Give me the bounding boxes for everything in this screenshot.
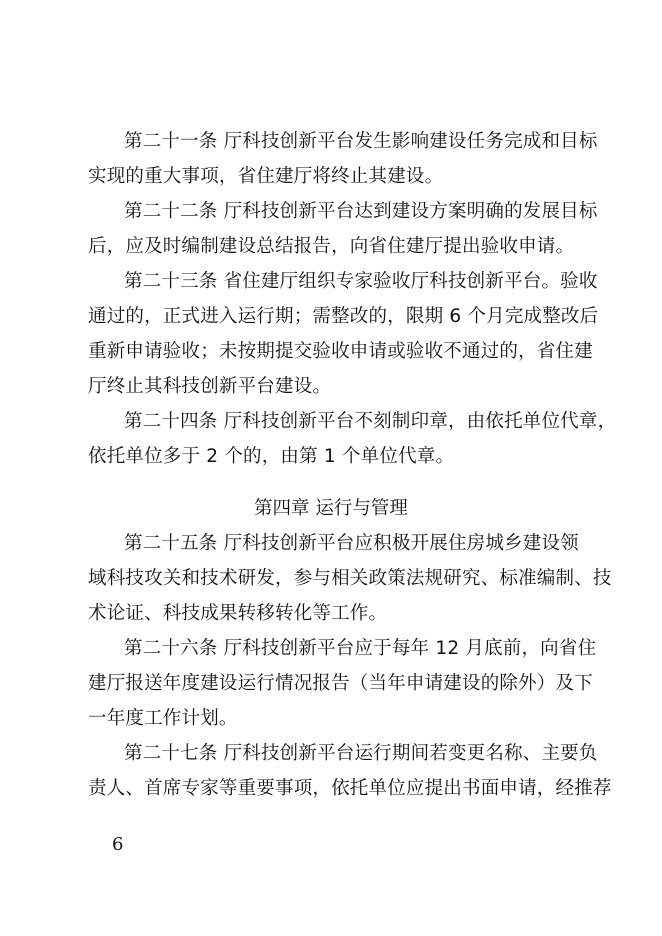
article-25-line-1: 第二十五条 厅科技创新平台应积极开展住房城乡建设领 — [124, 533, 579, 554]
article-21-line-2: 实现的重大事项，省住建厅将终止其建设。 — [88, 166, 444, 187]
article-27-line-1: 第二十七条 厅科技创新平台运行期间若变更名称、主要负 — [124, 743, 598, 764]
article-24-line-2: 依托单位多于 2 个的，由第 1 个单位代章。 — [88, 446, 455, 467]
article-22-line-2: 后，应及时编制建设总结报告，向省住建厅提出验收申请。 — [88, 236, 575, 257]
page-number: 6 — [112, 834, 124, 855]
article-25-line-3: 术论证、科技成果转移转化等工作。 — [88, 603, 388, 624]
article-23-line-3: 重新申请验收；未按期提交验收申请或验收不通过的，省住建 — [88, 341, 593, 362]
article-23-line-1: 第二十三条 省住建厅组织专家验收厅科技创新平台。验收 — [124, 271, 598, 292]
article-23-line-2: 通过的，正式进入运行期；需整改的，限期 6 个月完成整改后 — [88, 306, 599, 327]
article-21-line-1: 第二十一条 厅科技创新平台发生影响建设任务完成和目标 — [124, 131, 598, 152]
article-26-line-1: 第二十六条 厅科技创新平台应于每年 12 月底前，向省住 — [124, 638, 597, 659]
article-24-line-1: 第二十四条 厅科技创新平台不刻制印章，由依托单位代章， — [124, 411, 617, 432]
article-23-line-4: 厅终止其科技创新平台建设。 — [88, 376, 332, 397]
article-26-line-2: 建厅报送年度建设运行情况报告（当年申请建设的除外）及下 — [88, 673, 593, 694]
article-25-line-2: 域科技攻关和技术研发，参与相关政策法规研究、标准编制、技 — [88, 568, 612, 589]
chapter-heading: 第四章 运行与管理 — [254, 498, 408, 519]
article-22-line-1: 第二十二条 厅科技创新平台达到建设方案明确的发展目标 — [124, 201, 598, 222]
article-26-line-3: 一年度工作计划。 — [88, 708, 238, 729]
article-27-line-2: 责人、首席专家等重要事项，依托单位应提出书面申请，经推荐 — [88, 778, 612, 799]
